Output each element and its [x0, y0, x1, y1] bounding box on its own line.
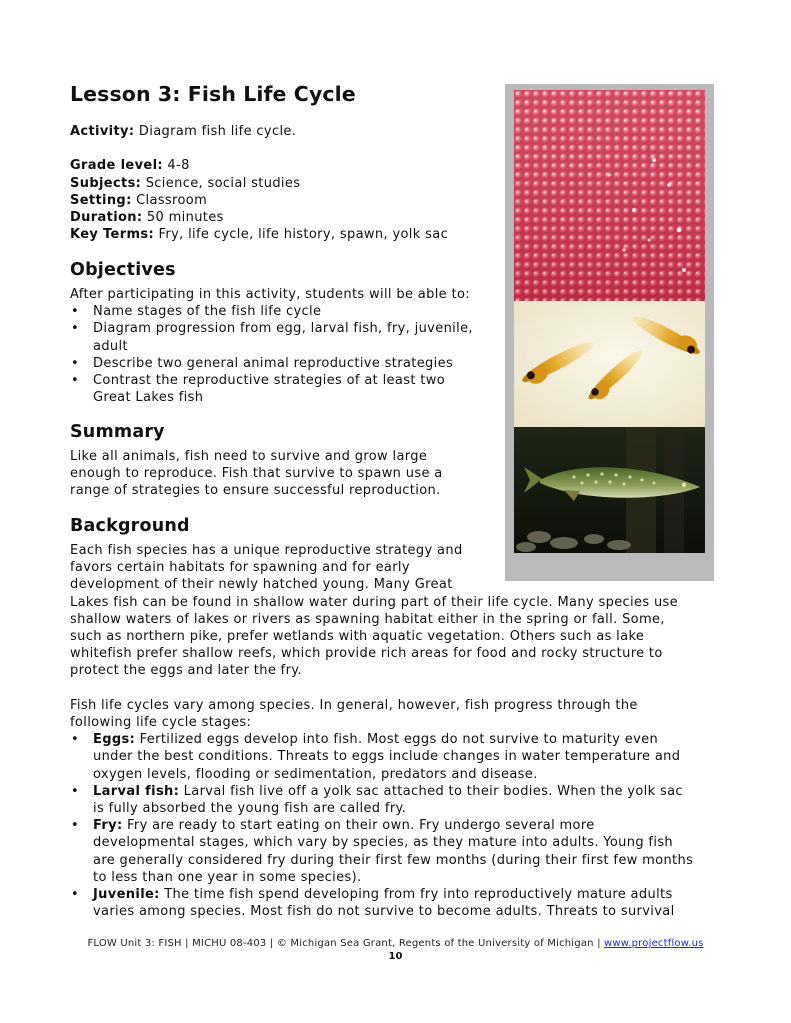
- northern-pike-photo: [514, 427, 705, 553]
- objectives-intro: After participating in this activity, students will be able to:: [70, 287, 470, 302]
- background-heading: Background: [70, 516, 190, 536]
- objectives-list: [70, 303, 473, 406]
- objectives-section: [70, 286, 473, 406]
- meta-activity: Activity: Diagram fish life cycle.: [70, 124, 297, 139]
- summary-heading: Summary: [70, 422, 165, 442]
- meta-setting: Setting: Classroom: [70, 192, 208, 208]
- list-item: • Diagram progression from egg, larval fish, fry, juvenile, adult: [71, 321, 473, 354]
- summary-section: Like all animals, fish need to survive and grow large enough to reproduce. Fish that survive to spawn use a range of strategies to ensure successful reproduction.: [70, 449, 443, 499]
- list-item: • Contrast the reproductive strategies of at least two Great Lakes fish: [71, 373, 446, 406]
- objectives-heading: Objectives: [70, 260, 176, 280]
- photo-column: [505, 84, 714, 581]
- northern-pike-image: [514, 427, 705, 553]
- page-number: 10: [388, 951, 403, 962]
- meta-duration: Duration: 50 minutes: [70, 210, 224, 225]
- projectflow-link[interactable]: www.projectflow.us: [604, 938, 704, 949]
- page-title: Lesson 3: Fish Life Cycle: [70, 82, 356, 106]
- fish-eggs-photo: [514, 90, 705, 301]
- lesson-meta: [70, 123, 448, 243]
- larval-fish-photo: [514, 301, 705, 427]
- page-footer: FLOW Unit 3: FISH | MICHU 08-403 | © Michigan Sea Grant, Regents of the University of Michigan | www.projectflow.us: [87, 938, 704, 949]
- list-item: • Fry: Fry are ready to start eating on their own. Fry undergo several more developmental stages, which vary by species, as they mature into adults. Young fish are generally considered fry during their first few months (during their first few months to less than one year in some species).: [71, 818, 694, 885]
- meta-key-terms: Key Terms: Fry, life cycle, life history, spawn, yolk sac: [70, 227, 449, 243]
- list-item: • Juvenile: The time fish spend developing from fry into reproductively mature adults varies among species. Most fish do not survive to become adults. Threats to survival: [71, 887, 675, 920]
- larval-fish-image: [514, 301, 705, 427]
- meta-grade-level: Grade level: 4-8: [70, 158, 190, 174]
- list-item: • Eggs: Fertilized eggs develop into fish. Most eggs do not survive to maturity even under the best conditions. Threats to eggs include changes in water temperature and oxygen levels, flooding or sedimentation, predators and disease.: [71, 732, 681, 782]
- fish-eggs-image: [514, 90, 705, 301]
- list-item: • Describe two general animal reproductive strategies: [71, 355, 454, 371]
- list-item: • Name stages of the fish life cycle: [71, 304, 322, 320]
- meta-subjects: Subjects: Science, social studies: [70, 175, 301, 191]
- list-item: • Larval fish: Larval fish live off a yolk sac attached to their bodies. When the yolk sac is fully absorbed the young fish are called fry.: [71, 783, 683, 817]
- background-section: Each fish species has a unique reproductive strategy and favors certain habitats for spawning and for early development of their newly hatched young. Many Great Lakes fish can be found in shallow water during part of their life cycle. Many species use shallow waters of lakes or rivers as spawning habitat either in the spring or fall. Some, such as northern pike, prefer wetlands with aquatic vegetation. Others such as lake whitefish prefer shallow reefs, which provide rich areas for food and rocky structure to protect the eggs and later the fry. Fish life cycles vary among species. In general, however, fish progress through the following life cycle stages: • Eggs: Fertilized eggs develop into fish. Most eggs do not survive to maturity even under the best conditions. Threats to eggs include changes in water temperature and oxygen levels, flooding or sedimentation, predators and disease. • Larval fish: Larval fish live off a yolk sac attached to their bodies. When the yolk sac is fully absorbed the young fish are called fry. • Fry: Fry are ready to start eating on their own. Fry undergo several more developmental stages, which vary by species, as they mature into adults. Young fish are generally considered fry during their first few months (during their first few months to less than one year in some species). • Juvenile: The time fish spend developing from fry into reproductively mature adults varies among species. Most fish do not survive to become adults. Threats to survival: [70, 543, 694, 920]
- life-stages-list: [70, 731, 693, 920]
